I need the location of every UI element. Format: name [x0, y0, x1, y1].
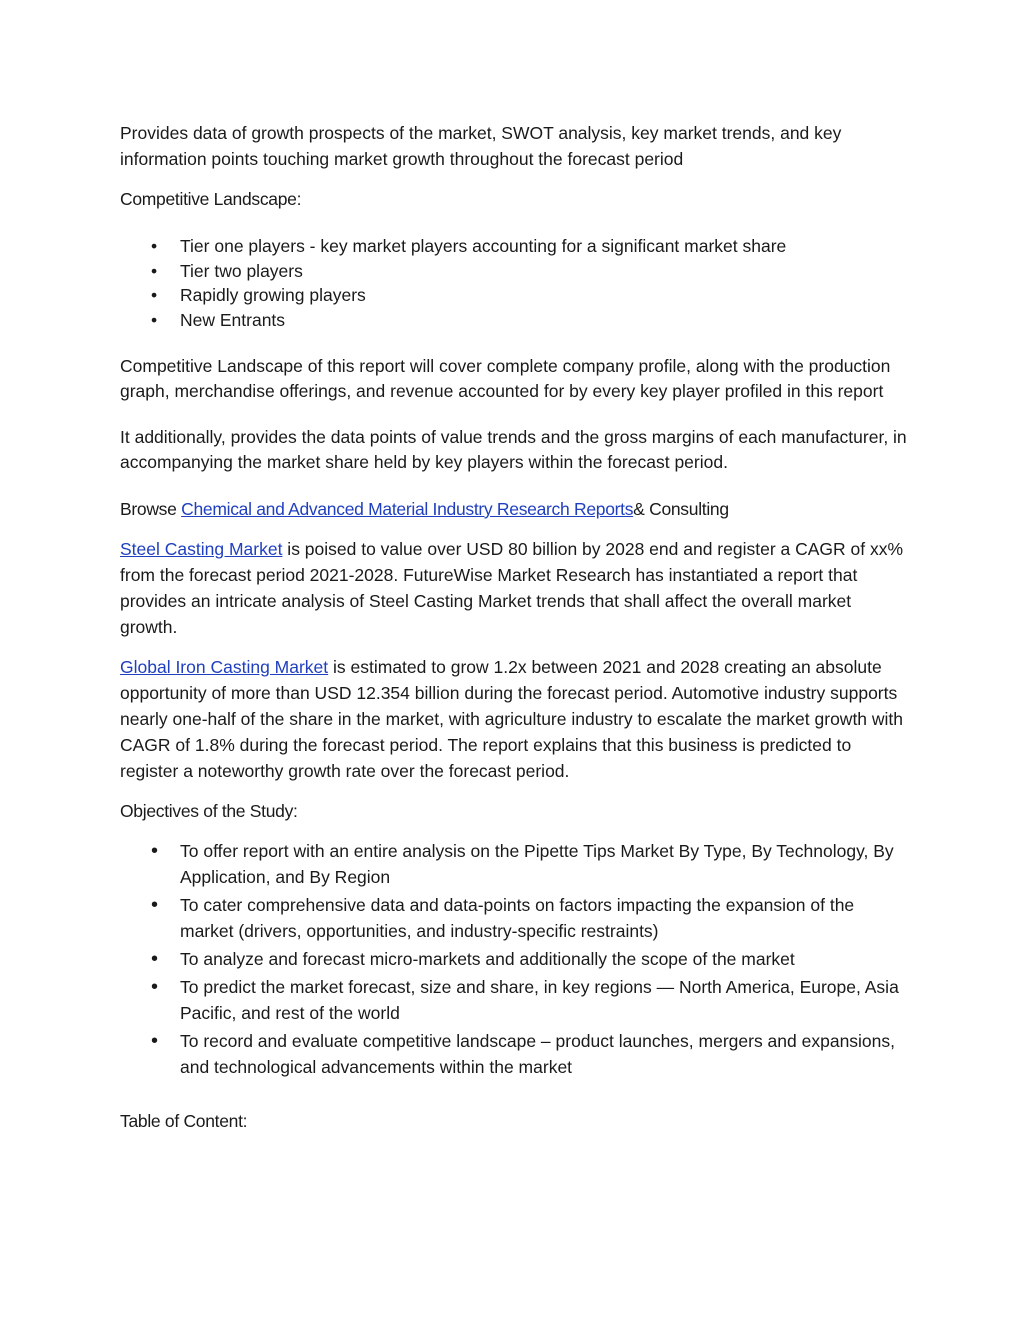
document-page	[120, 120, 910, 1148]
list-item: • Rapidly growing players	[120, 283, 910, 308]
objectives-heading: Objectives of the Study:	[120, 801, 298, 821]
list-item: • New Entrants	[120, 308, 910, 333]
list-item: • To predict the market forecast, size and share, in key regions — North America, Europe, Asia Pacific, and rest of the world	[151, 976, 899, 1023]
table-of-content-heading: Table of Content:	[120, 1111, 248, 1131]
list-item: • To record and evaluate competitive landscape – product launches, mergers and expansions, and technological advancements within the market	[151, 1030, 896, 1077]
list-item: • To offer report with an entire analysis on the Pipette Tips Market By Type, By Technology, By Application, and By Region	[151, 840, 894, 887]
bullet-icon: •	[151, 1030, 159, 1052]
iron-casting-link[interactable]: Global Iron Casting Market	[120, 657, 329, 677]
bullet-icon: •	[151, 894, 159, 916]
objectives-bullet-list	[120, 838, 910, 1080]
list-item: • Tier one players - key market players accounting for a significant market share	[120, 234, 910, 259]
steel-casting-paragraph: Steel Casting Market is poised to value over USD 80 billion by 2028 end and register a CAGR of xx% from the forecast period 2021-2028. FutureWise Market Research has instantiated a report that provides an intricate analysis of Steel Casting Market trends that shall affect the overall market growth.	[120, 539, 904, 637]
list-item: • To analyze and forecast micro-markets and additionally the scope of the market	[151, 948, 795, 970]
bullet-icon: •	[151, 309, 158, 330]
intro-paragraph: Provides data of growth prospects of the market, SWOT analysis, key market trends, and key information points touching market growth throughout the forecast period	[120, 123, 842, 169]
bullet-icon: •	[151, 285, 158, 305]
bullet-icon: •	[151, 260, 158, 281]
bullet-icon: •	[151, 840, 159, 862]
steel-casting-link[interactable]: Steel Casting Market	[120, 539, 283, 559]
chemical-reports-link[interactable]: Chemical and Advanced Material Industry Research Reports	[181, 499, 634, 519]
list-item: • Tier two players	[120, 259, 910, 284]
iron-casting-paragraph: Global Iron Casting Market is estimated to grow 1.2x between 2021 and 2028 creating an absolute opportunity of more than USD 12.354 billion during the forecast period. Automotive industry supports nearly one-half of the share in the market, with agriculture industry to escalate the market growth with CAGR of 1.8% during the forecast period. The report explains that this business is predicted to register a noteworthy growth rate over the forecast period.	[120, 657, 904, 781]
competitive-paragraph-2: It additionally, provides the data points of value trends and the gross margins of each manufacturer, in accompanying the market share held by key players within the forecast period.	[120, 427, 907, 472]
competitive-bullet-list	[120, 234, 910, 332]
list-item: • To cater comprehensive data and data-points on factors impacting the expansion of the market (drivers, opportunities, and industry-specific restraints)	[151, 894, 855, 941]
bullet-icon: •	[151, 236, 158, 256]
bullet-icon: •	[151, 976, 159, 998]
browse-line: Browse Chemical and Advanced Material Industry Research Reports& Consulting	[120, 499, 729, 519]
competitive-paragraph-1: Competitive Landscape of this report will cover complete company profile, along with the production graph, merchandise offerings, and revenue accounted for by every key player profiled in this report	[120, 356, 891, 401]
bullet-icon: •	[151, 948, 159, 970]
competitive-landscape-heading: Competitive Landscape:	[120, 189, 302, 209]
